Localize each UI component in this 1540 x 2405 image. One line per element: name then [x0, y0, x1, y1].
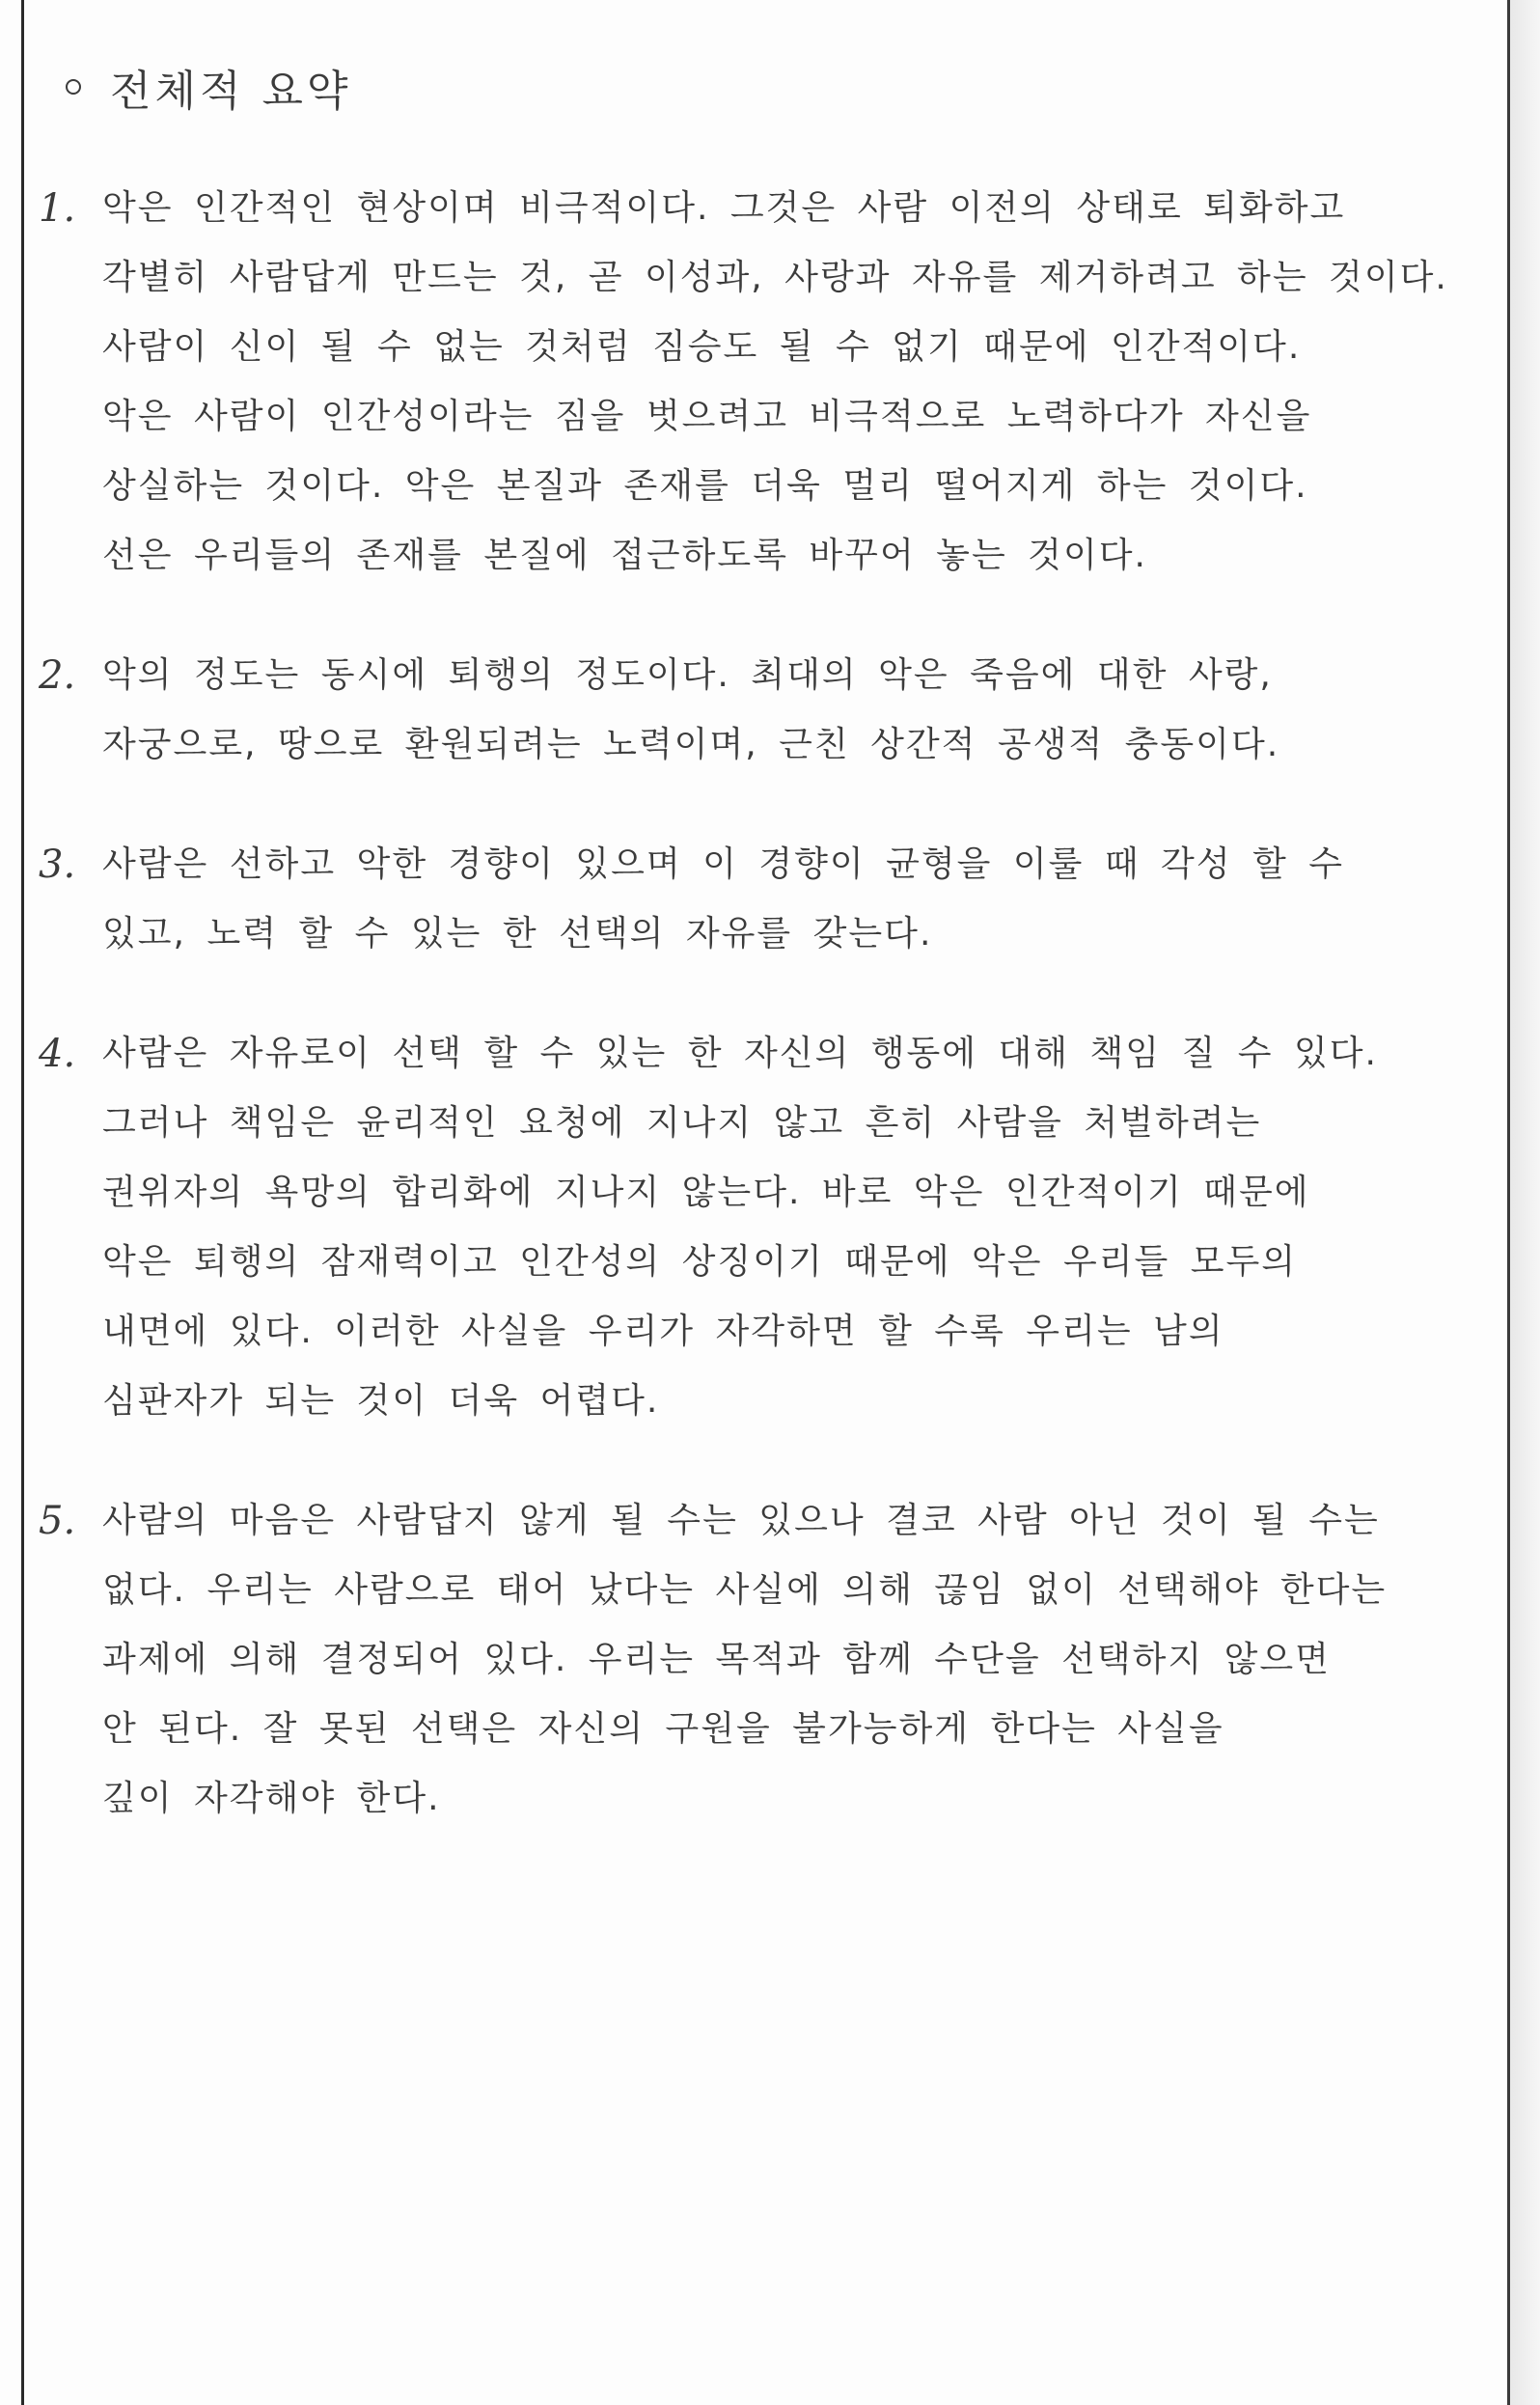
text-line: 그러나 책임은 윤리적인 요청에 지나지 않고 흔히 사람을 처벌하려는 — [102, 1103, 1262, 1143]
text-line: 사람이 신이 될 수 없는 것처럼 짐승도 될 수 없기 때문에 인간적이다. — [102, 327, 1302, 367]
list-item — [39, 830, 1496, 969]
text-line: 과제에 의해 결정되어 있다. 우리는 목적과 함께 수단을 선택하지 않으면 — [102, 1640, 1331, 1679]
list-item — [39, 1019, 1496, 1436]
text-line: 심판자가 되는 것이 더욱 어렵다. — [102, 1381, 660, 1421]
item-number: 1. — [39, 186, 76, 231]
text-line: 없다. 우리는 사람으로 태어 났다는 사실에 의해 끊임 없이 선택해야 한다는 — [102, 1570, 1388, 1610]
text-line: 악은 사람이 인간성이라는 짐을 벗으려고 비극적으로 노력하다가 자신을 — [102, 397, 1312, 436]
text-line: 안 된다. 잘 못된 선택은 자신의 구원을 불가능하게 한다는 사실을 — [102, 1709, 1224, 1749]
text-line: 사람은 자유로이 선택 할 수 있는 한 자신의 행동에 대해 책임 질 수 있다. — [102, 1034, 1378, 1073]
item-text — [102, 174, 1496, 591]
text-line: 자궁으로, 땅으로 환원되려는 노력이며, 근친 상간적 공생적 충동이다. — [102, 725, 1280, 764]
page-edge — [1510, 0, 1540, 2405]
item-number: 5. — [39, 1499, 76, 1543]
text-line: 악은 인간적인 현상이며 비극적이다. 그것은 사람 이전의 상태로 퇴화하고 — [102, 188, 1346, 228]
text-line: 권위자의 욕망의 합리화에 지나지 않는다. 바로 악은 인간적이기 때문에 — [102, 1173, 1310, 1212]
list-item — [39, 641, 1496, 780]
title-row — [66, 39, 1496, 135]
text-line: 악의 정도는 동시에 퇴행의 정도이다. 최대의 악은 죽음에 대한 사랑, — [102, 655, 1273, 695]
text-line: 내면에 있다. 이러한 사실을 우리가 자각하면 할 수록 우리는 남의 — [102, 1312, 1224, 1351]
item-text — [102, 830, 1496, 969]
text-line: 깊이 자각해야 한다. — [102, 1779, 441, 1818]
list-item — [39, 174, 1496, 591]
page-title: 전체적 요약 — [110, 67, 352, 116]
item-text — [102, 1486, 1496, 1834]
item-text — [102, 1019, 1496, 1436]
text-line: 상실하는 것이다. 악은 본질과 존재를 더욱 멀리 떨어지게 하는 것이다. — [102, 466, 1308, 506]
list-item — [39, 1486, 1496, 1834]
left-margin-line — [21, 0, 24, 2405]
text-line: 악은 퇴행의 잠재력이고 인간성의 상징이기 때문에 악은 우리들 모두의 — [102, 1242, 1298, 1282]
item-number: 2. — [39, 653, 76, 698]
handwritten-content — [39, 39, 1496, 1884]
summary-list — [39, 174, 1496, 1834]
text-line: 각별히 사람답게 만드는 것, 곧 이성과, 사랑과 자유를 제거하려고 하는 것이다. — [102, 258, 1448, 297]
text-line: 사람은 선하고 악한 경향이 있으며 이 경향이 균형을 이룰 때 각성 할 수 — [102, 844, 1345, 884]
text-line: 있고, 노력 할 수 있는 한 선택의 자유를 갖는다. — [102, 914, 933, 954]
item-text — [102, 641, 1496, 780]
item-number: 3. — [39, 843, 76, 887]
item-number: 4. — [39, 1032, 76, 1076]
text-line: 사람의 마음은 사람답지 않게 될 수는 있으나 결코 사람 아닌 것이 될 수는 — [102, 1501, 1380, 1540]
text-line: 선은 우리들의 존재를 본질에 접근하도록 바꾸어 놓는 것이다. — [102, 536, 1147, 575]
circle-bullet-icon — [66, 79, 81, 95]
